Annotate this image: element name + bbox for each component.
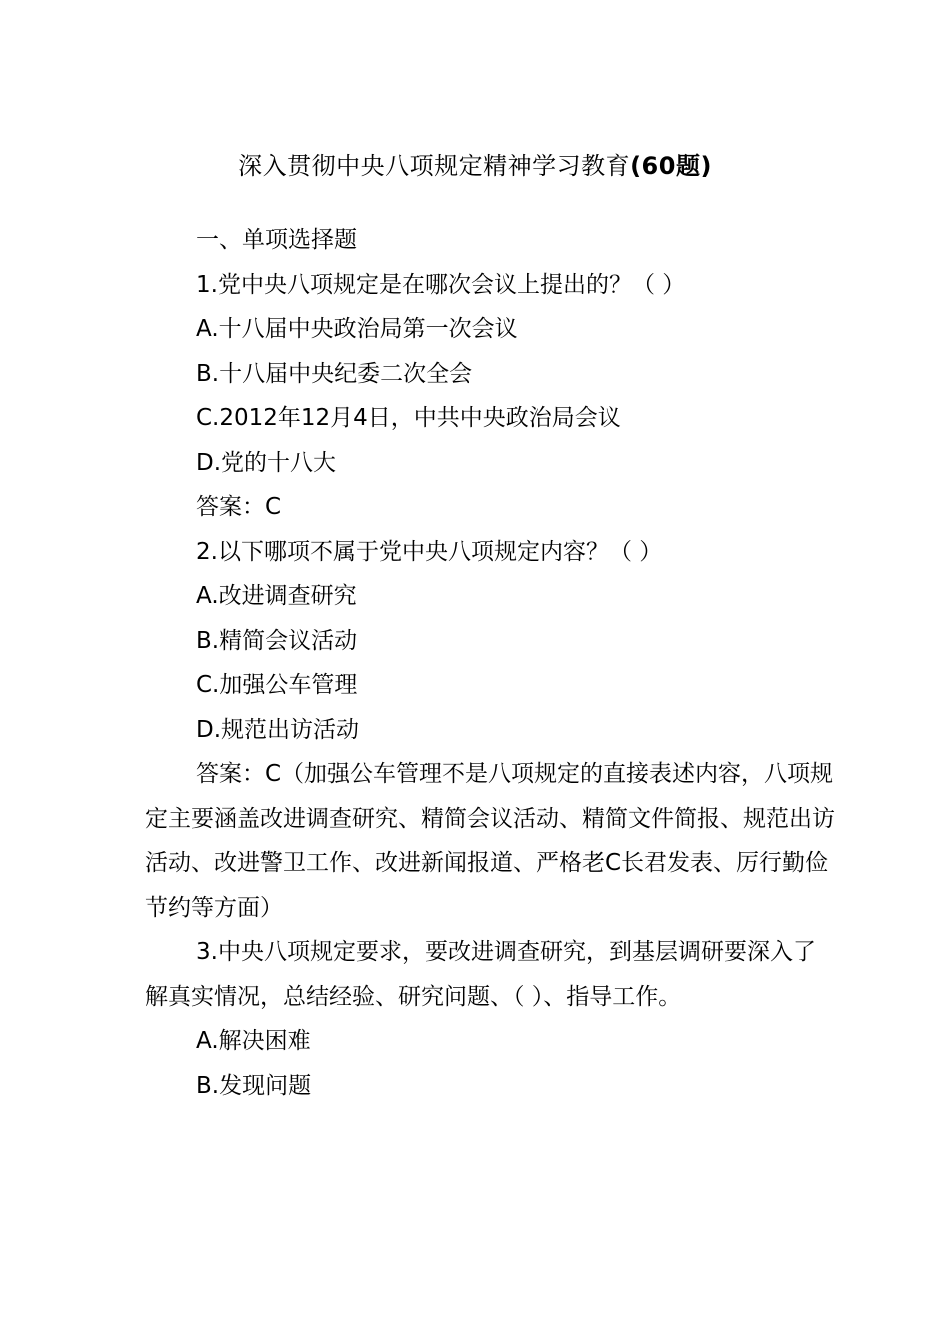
question-1-option-d: D.党的十八大 <box>196 449 337 476</box>
question-3: 3.中央八项规定要求，要改进调查研究，到基层调研要深入了解真实情况，总结经验、研究问题、（ ）、指导工作。 <box>145 939 816 1010</box>
title-suffix: (60题) <box>630 152 712 180</box>
title-main: 深入贯彻中央八项规定精神学习教育 <box>238 152 631 180</box>
document-body <box>145 218 835 1108</box>
question-2-answer: 答案：C（加强公车管理不是八项规定的直接表述内容，八项规定主要涵盖改进调查研究、精简会议活动、精简文件简报、规范出访活动、改进警卫工作、改进新闻报道、严格老C长君发表、厉行勤俭节约等方面） <box>145 761 835 921</box>
question-1-answer: 答案：C <box>196 494 282 520</box>
question-2-option-d: D.规范出访活动 <box>196 716 360 743</box>
question-1: 1.党中央八项规定是在哪次会议上提出的？（ ） <box>196 271 686 298</box>
section-heading: 一、单项选择题 <box>196 227 357 253</box>
question-3-option-a: A.解决困难 <box>196 1028 311 1054</box>
question-1-option-c: C.2012年12月4日，中共中央政治局会议 <box>196 405 621 431</box>
question-1-option-b: B.十八届中央纪委二次全会 <box>196 360 473 387</box>
question-2: 2.以下哪项不属于党中央八项规定内容？（ ） <box>196 538 663 565</box>
question-1-option-a: A.十八届中央政治局第一次会议 <box>196 316 518 342</box>
question-2-option-c: C.加强公车管理 <box>196 672 358 698</box>
question-2-option-a: A.改进调查研究 <box>196 583 357 609</box>
question-3-option-b: B.发现问题 <box>196 1072 312 1099</box>
question-2-option-b: B.精简会议活动 <box>196 627 358 654</box>
document-title <box>0 148 950 184</box>
